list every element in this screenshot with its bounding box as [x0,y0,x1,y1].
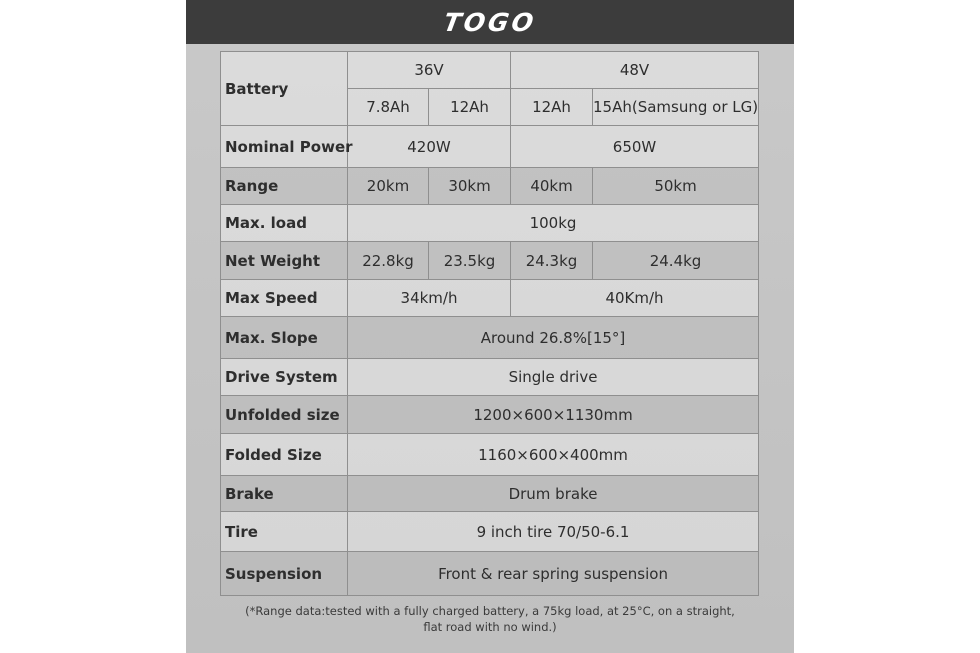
table-row [221,280,759,317]
cell-value: 24.3kg [511,242,593,280]
cell-value: Drum brake [348,476,759,512]
table-row [221,205,759,242]
cell-value: 1200×600×1130mm [348,396,759,434]
row-label-net-weight: Net Weight [221,242,348,280]
cell-value: Front & rear spring suspension [348,552,759,596]
footnote-line: flat road with no wind.) [423,620,557,634]
row-label-brake: Brake [221,476,348,512]
cell-capacity: 15Ah(Samsung or LG) [593,89,759,126]
row-label-max-speed: Max Speed [221,280,348,317]
cell-capacity: 12Ah [429,89,511,126]
cell-value: 40Km/h [511,280,759,317]
cell-value: 420W [348,126,511,168]
cell-voltage: 36V [348,52,511,89]
cell-value: 9 inch tire 70/50-6.1 [348,512,759,552]
row-label-max-slope: Max. Slope [221,317,348,359]
table-row [221,126,759,168]
row-label-tire: Tire [221,512,348,552]
cell-value: 650W [511,126,759,168]
cell-value: 23.5kg [429,242,511,280]
spec-table [220,51,759,596]
row-label-drive-system: Drive System [221,359,348,396]
row-label-folded-size: Folded Size [221,434,348,476]
spec-panel [186,0,794,653]
footnote-line: (*Range data:tested with a fully charged battery, a 75kg load, at 25°C, on a straight, [245,604,735,618]
cell-value: 20km [348,168,429,205]
row-label-battery: Battery [221,52,348,126]
table-row [221,52,759,89]
table-row [221,242,759,280]
table-row [221,396,759,434]
table-row [221,168,759,205]
table-row [221,317,759,359]
row-label-suspension: Suspension [221,552,348,596]
cell-value: Single drive [348,359,759,396]
table-row [221,512,759,552]
cell-value: 24.4kg [593,242,759,280]
row-label-nominal-power: Nominal Power [221,126,348,168]
cell-value: 1160×600×400mm [348,434,759,476]
cell-capacity: 7.8Ah [348,89,429,126]
brand-header [186,0,794,44]
row-label-range: Range [221,168,348,205]
row-label-unfolded-size: Unfolded size [221,396,348,434]
table-row [221,476,759,512]
cell-value: 22.8kg [348,242,429,280]
table-row [221,552,759,596]
range-footnote [186,603,794,635]
cell-value: 50km [593,168,759,205]
cell-value: 30km [429,168,511,205]
cell-value: 40km [511,168,593,205]
cell-value: 100kg [348,205,759,242]
cell-value: Around 26.8%[15°] [348,317,759,359]
table-row [221,359,759,396]
cell-voltage: 48V [511,52,759,89]
row-label-max-load: Max. load [221,205,348,242]
cell-capacity: 12Ah [511,89,593,126]
table-row [221,434,759,476]
cell-value: 34km/h [348,280,511,317]
brand-logo: TOGO [441,7,539,37]
